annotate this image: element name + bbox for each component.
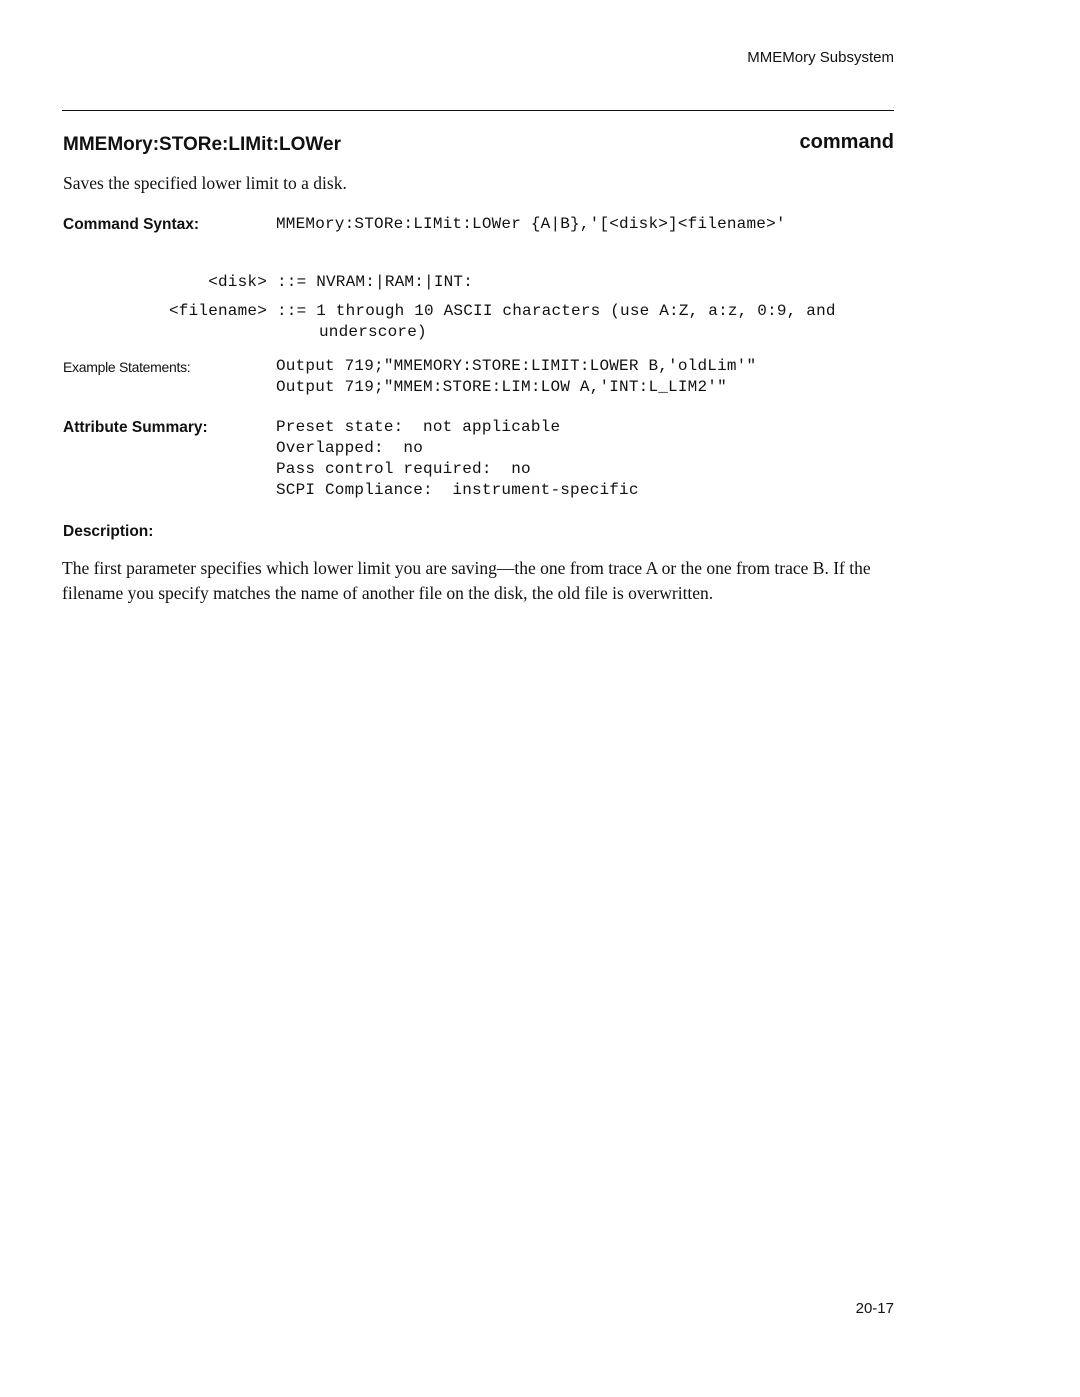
param-def-disk: ::= NVRAM:|RAM:|INT: — [277, 273, 474, 291]
description-text: The first parameter specifies which lower limit you are saving—the one from trace A or the one from trace B. If the filename you specify matches the name of another file on the disk, the old file is overwritten. — [62, 558, 871, 603]
param-def-filename-cont: underscore) — [319, 323, 427, 341]
attribute-line: Preset state: not applicable — [276, 418, 561, 436]
attributes-label: Attribute Summary: — [63, 419, 208, 436]
section-rule — [62, 110, 894, 111]
command-kind-label: command — [799, 131, 894, 153]
example-statements — [276, 356, 756, 398]
param-name-filename: <filename> — [168, 302, 267, 320]
attribute-line: Overlapped: no — [276, 439, 424, 457]
example-line: Output 719;"MMEM:STORE:LIM:LOW A,'INT:L_LIM2'" — [276, 378, 727, 396]
examples-label: Example Statements: — [63, 359, 191, 375]
param-name-disk: <disk> — [208, 273, 267, 291]
syntax-label: Command Syntax: — [63, 216, 200, 233]
param-def-filename: ::= 1 through 10 ASCII characters (use A:Z, a:z, 0:9, and — [277, 302, 836, 320]
running-header: MMEMory Subsystem — [747, 49, 894, 66]
description-label: Description: — [63, 523, 154, 540]
attribute-line: Pass control required: no — [276, 460, 531, 478]
syntax-value: MMEMory:STORe:LIMit:LOWer {A|B},'[<disk>]<filename>' — [276, 215, 786, 233]
attribute-summary — [276, 417, 639, 501]
command-title: MMEMory:STORe:LIMit:LOWer — [63, 134, 341, 155]
example-line: Output 719;"MMEMORY:STORE:LIMIT:LOWER B,'oldLim'" — [276, 357, 757, 375]
page-number: 20-17 — [855, 1300, 894, 1317]
attribute-line: SCPI Compliance: instrument-specific — [276, 481, 639, 499]
command-summary: Saves the specified lower limit to a disk. — [63, 173, 347, 193]
